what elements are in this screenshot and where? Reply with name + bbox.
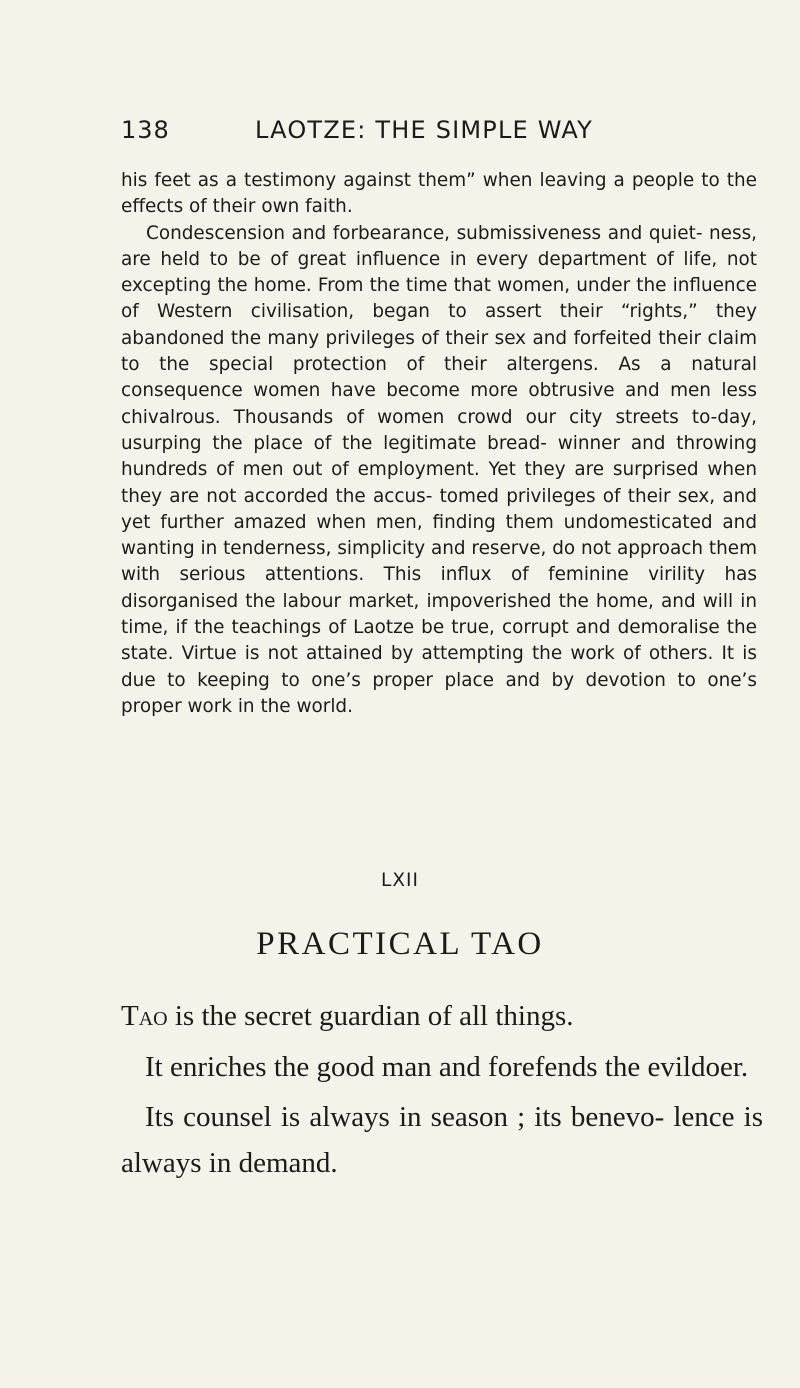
paragraph: Condescension and forbearance, submissiveness and quiet- ness, are held to be of great influence in every department of life, not excepting the home. From the time that women, under the influence of Western civilisation, began to assert their “rights,” they abandoned the many privileges of their sex and forfeited their claim to the special protection of their altergens. As a natural consequence women have become more obtrusive and men less chivalrous. Thousands of women crowd our city streets to-day, usurping the place of the legitimate bread- winner and throwing hundreds of men out of employment. Yet they are surprised when they are not accorded the accus- tomed privileges of their sex, and yet further amazed when men, finding them undomesticated and wanting in tenderness, simplicity and reserve, do not approach them with serious attentions. This influx of feminine virility has disorganised the labour market, impoverished the home, and will in time, if the teachings of Laotze be true, corrupt and demoralise the state. Virtue is not attained by attempting the work of others. It is due to keeping to one’s proper place and by devotion to one’s proper work in the world. xyxy=(121,222,757,717)
page-number: 138 xyxy=(121,116,170,144)
running-head xyxy=(121,116,761,156)
paragraph-continued: his feet as a testimony against them” when leaving a people to the effects of their own faith. xyxy=(121,170,757,218)
verse-first-rest: is the secret guardian of all things. xyxy=(167,1000,574,1032)
verse: It enriches the good man and forefends the evildoer. xyxy=(145,1050,749,1083)
chapter-title: PRACTICAL TAO xyxy=(256,926,544,962)
chapter-number: LXII xyxy=(381,870,419,891)
commentary-text xyxy=(121,168,757,720)
verse xyxy=(121,994,763,1040)
verse: Its counsel is always in season ; its benevo- lence is always in demand. xyxy=(121,1101,763,1179)
verse-first-word: Tao xyxy=(121,1000,168,1032)
verse-text xyxy=(121,994,763,1191)
running-title: LAOTZE: THE SIMPLE WAY xyxy=(255,116,593,144)
